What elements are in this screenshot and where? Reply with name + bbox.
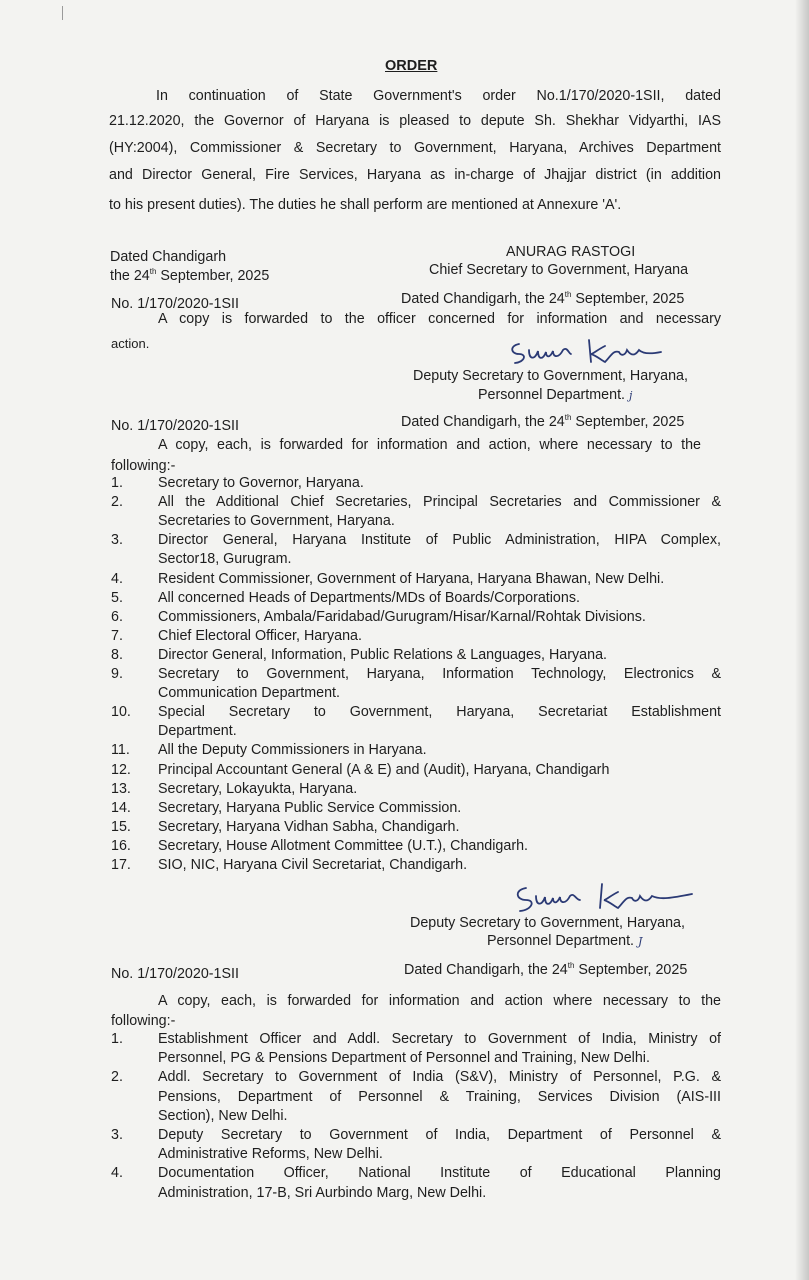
list-item-number: 12. [111, 761, 131, 778]
list-item-text: Section), New Delhi. [158, 1107, 288, 1124]
list-item-text: Communication Department. [158, 685, 340, 702]
dated-place: Dated Chandigarh [110, 249, 227, 265]
list-item-number: 5. [111, 589, 123, 606]
department-name: Personnel Department. j [478, 387, 633, 403]
order-title: ORDER [385, 58, 438, 74]
reference-number: No. 1/170/2020-1SII [111, 966, 239, 982]
list-item-text: Resident Commissioner, Government of Haryana, Haryana Bhawan, New Delhi. [158, 570, 665, 587]
list-item-text: Director General, Haryana Institute of Public Administration, HIPA Complex, [158, 532, 721, 549]
list-item-text: Administrative Reforms, New Delhi. [158, 1146, 383, 1163]
list-item-text: Special Secretary to Government, Haryana, Secretariat Establishment [158, 704, 721, 721]
list-item-number: 16. [111, 837, 131, 854]
deputy-secretary-designation: Deputy Secretary to Government, Haryana, [410, 915, 685, 931]
reference-number: No. 1/170/2020-1SII [111, 296, 239, 312]
signature-image [505, 334, 675, 366]
endorsement-text: A copy is forwarded to the officer concerned for information and necessary [158, 311, 721, 327]
list-item-text: Deputy Secretary to Government of India, Department of Personnel & [158, 1127, 721, 1143]
list-item-text: Director General, Information, Public Relations & Languages, Haryana. [158, 646, 607, 663]
list-item-text: Documentation Officer, National Institute of Educational Planning [158, 1165, 721, 1182]
endorsement-date: Dated Chandigarh, the 24th September, 2025 [401, 413, 685, 430]
list-item-number: 2. [111, 494, 123, 511]
order-paragraph-line: to his present duties). The duties he shall perform are mentioned at Annexure 'A'. [109, 197, 622, 213]
endorsement-text: following:- [111, 458, 176, 474]
reference-number: No. 1/170/2020-1SII [111, 418, 239, 434]
endorsement-date: Dated Chandigarh, the 24th September, 2025 [404, 961, 688, 978]
scan-mark [62, 6, 63, 20]
initials-mark: j [629, 389, 633, 402]
list-item-number: 3. [111, 1127, 123, 1143]
list-item-number: 10. [111, 704, 131, 721]
list-item-text: Pensions, Department of Personnel & Training, Services Division (AIS-III [158, 1088, 721, 1105]
list-item-number: 11. [111, 742, 130, 759]
order-paragraph-line: 21.12.2020, the Governor of Haryana is pleased to depute Sh. Shekhar Vidyarthi, IAS [109, 113, 721, 129]
list-item-number: 9. [111, 666, 123, 682]
list-item-text: Secretary, House Allotment Committee (U.T.), Chandigarh. [158, 837, 529, 854]
department-name: Personnel Department. J [487, 933, 643, 949]
list-item-number: 17. [111, 857, 131, 873]
list-item-text: Secretary, Haryana Public Service Commission. [158, 799, 462, 816]
list-item-text: Secretary to Government, Haryana, Information Technology, Electronics & [158, 666, 721, 682]
deputy-secretary-designation: Deputy Secretary to Government, Haryana, [413, 368, 688, 384]
list-item-number: 1. [111, 475, 123, 491]
endorsement-date: Dated Chandigarh, the 24th September, 2025 [401, 290, 685, 307]
list-item-text: Secretary to Governor, Haryana. [158, 475, 364, 491]
list-item-text: Secretaries to Government, Haryana. [158, 513, 395, 530]
endorsement-text: following:- [111, 1013, 176, 1029]
order-paragraph-line: (HY:2004), Commissioner & Secretary to Government, Haryana, Archives Department [109, 140, 721, 156]
page-edge-shadow [795, 0, 809, 1280]
list-item-number: 3. [111, 532, 123, 549]
list-item-text: Establishment Officer and Addl. Secretary to Government of India, Ministry of [158, 1031, 721, 1047]
endorsement-text: A copy, each, is forwarded for information and action, where necessary to the [158, 437, 701, 453]
signatory-name: ANURAG RASTOGI [506, 244, 636, 260]
initials-mark: J [638, 935, 643, 948]
list-item-text: Secretary, Haryana Vidhan Sabha, Chandigarh. [158, 818, 460, 835]
endorsement-text: A copy, each, is forwarded for information and action where necessary to the [158, 993, 721, 1009]
list-item-number: 1. [111, 1031, 123, 1047]
list-item-text: Principal Accountant General (A & E) and (Audit), Haryana, Chandigarh [158, 761, 610, 778]
list-item-number: 2. [111, 1069, 123, 1086]
list-item-number: 14. [111, 799, 131, 816]
list-item-text: Chief Electoral Officer, Haryana. [158, 627, 362, 644]
endorsement-text: action. [111, 336, 150, 351]
list-item-text: All the Deputy Commissioners in Haryana. [158, 742, 427, 759]
list-item-number: 13. [111, 780, 131, 797]
dated-date: the 24th September, 2025 [110, 267, 270, 284]
order-paragraph-line: In continuation of State Government's order No.1/170/2020-1SII, dated [156, 88, 721, 104]
list-item-text: Addl. Secretary to Government of India (S&V), Ministry of Personnel, P.G. & [158, 1069, 721, 1086]
list-item-number: 6. [111, 608, 123, 625]
list-item-text: Administration, 17-B, Sri Aurbindo Marg, New Delhi. [158, 1184, 487, 1201]
list-item-text: All concerned Heads of Departments/MDs of Boards/Corporations. [158, 589, 580, 606]
list-item-text: SIO, NIC, Haryana Civil Secretariat, Chandigarh. [158, 857, 468, 873]
list-item-number: 4. [111, 570, 123, 587]
list-item-number: 4. [111, 1165, 123, 1182]
list-item-number: 7. [111, 627, 123, 644]
list-item-text: Department. [158, 723, 237, 740]
list-item-text: Personnel, PG & Pensions Department of Personnel and Training, New Delhi. [158, 1050, 650, 1067]
list-item-number: 15. [111, 818, 131, 835]
signatory-designation: Chief Secretary to Government, Haryana [429, 262, 689, 278]
list-item-number: 8. [111, 646, 123, 663]
list-item-text: All the Additional Chief Secretaries, Principal Secretaries and Commissioner & [158, 494, 721, 511]
list-item-text: Commissioners, Ambala/Faridabad/Gurugram/Hisar/Karnal/Rohtak Divisions. [158, 608, 646, 625]
list-item-text: Sector18, Gurugram. [158, 551, 292, 568]
list-item-text: Secretary, Lokayukta, Haryana. [158, 780, 358, 797]
signature-image [510, 880, 700, 914]
order-paragraph-line: and Director General, Fire Services, Haryana as in-charge of Jhajjar district (in addition [109, 167, 721, 183]
